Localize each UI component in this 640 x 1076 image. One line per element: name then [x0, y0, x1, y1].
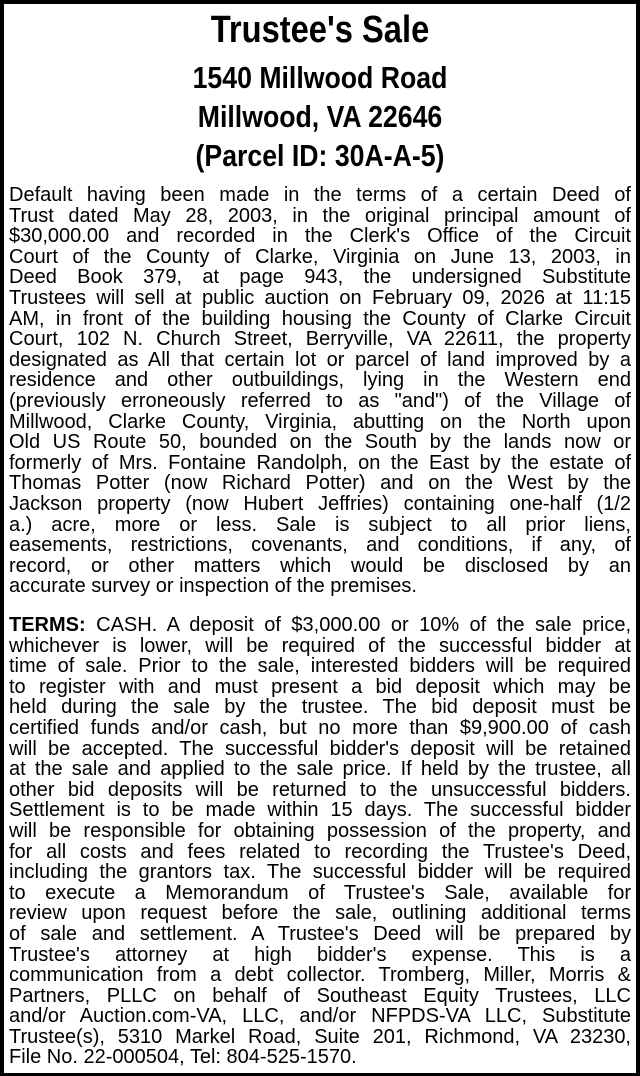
- parcel-id: (Parcel ID: 30A-A-5): [195, 138, 445, 173]
- text-line: accurate survey or inspection of the premises.: [9, 575, 417, 598]
- terms-paragraph: [9, 615, 631, 1068]
- text-line: will be responsible for obtaining possession of the property, and: [9, 819, 631, 842]
- property-city: Millwood, VA 22646: [197, 99, 443, 134]
- text-line: Partners, PLLC on behalf of Southeast Equity Trustees, LLC: [9, 984, 631, 1007]
- property-address: 1540 Millwood Road: [192, 60, 448, 95]
- text-line: Trustees will sell at public auction on February 09, 2026 at 11:15: [9, 286, 631, 309]
- text-line: Trust dated May 28, 2003, in the original principal amount of: [9, 204, 631, 227]
- text-line: formerly of Mrs. Fontaine Randolph, on the East by the estate of: [9, 451, 631, 474]
- text-line: Old US Route 50, bounded on the South by the lands now or: [9, 431, 631, 454]
- terms-label: TERMS:: [9, 614, 86, 636]
- text-line: File No. 22-000504, Tel: 804-525-1570.: [9, 1046, 357, 1069]
- text-line: (previously erroneously referred to as "and") of the Village of: [9, 389, 631, 412]
- text-line: Jackson property (now Hubert Jeffries) containing one-half (1/2: [9, 492, 631, 515]
- text-line: AM, in front of the building housing the County of Clarke Circuit: [9, 307, 631, 330]
- text-line: for all costs and fees related to recording the Trustee's Deed,: [9, 840, 631, 863]
- text-line: residence and other outbuildings, lying in the Western end: [9, 369, 631, 392]
- text-line: to register with and must present a bid deposit which may be: [9, 675, 631, 698]
- text-line: Court of the County of Clarke, Virginia on June 13, 2003, in: [9, 245, 631, 268]
- text-line: $30,000.00 and recorded in the Clerk's Office of the Circuit: [9, 225, 631, 248]
- text-line: record, or other matters which would be disclosed by an: [9, 554, 631, 577]
- text-line: designated as All that certain lot or parcel of land improved by a: [9, 348, 631, 371]
- text-line: Court, 102 N. Church Street, Berryville, VA 22611, the property: [9, 328, 631, 351]
- notice-title: Trustee's Sale: [210, 9, 430, 51]
- terms-line: [9, 615, 631, 636]
- text-line: time of sale. Prior to the sale, interested bidders will be required: [9, 655, 631, 678]
- text-line: review upon request before the sale, outlining additional terms: [9, 902, 631, 925]
- text-line: Thomas Potter (now Richard Potter) and on the West by the: [9, 472, 631, 495]
- text-line: Default having been made in the terms of a certain Deed of: [9, 184, 631, 206]
- text-line: Millwood, Clarke County, Virginia, abutting on the North upon: [9, 410, 631, 433]
- sale-description-paragraph: [9, 185, 631, 597]
- text-line: of sale and settlement. A Trustee's Deed will be prepared by: [9, 922, 631, 945]
- text-line: Trustee(s), 5310 Markel Road, Suite 201, Richmond, VA 23230,: [9, 1025, 631, 1048]
- text-line: certified funds and/or cash, but no more than $9,900.00 of cash: [9, 716, 631, 739]
- text-line: whichever is lower, will be required of the successful bidder at: [9, 634, 631, 657]
- text-line: at the sale and applied to the sale price. If held by the trustee, all: [9, 758, 631, 781]
- text-line: easements, restrictions, covenants, and conditions, if any, of: [9, 534, 631, 557]
- text-line: Deed Book 379, at page 943, the undersigned Substitute: [9, 266, 631, 289]
- text-line: other bid deposits will be returned to the unsuccessful bidders.: [9, 778, 631, 801]
- text-line: Settlement is to be made within 15 days. The successful bidder: [9, 799, 631, 822]
- text-line: Trustee's attorney at high bidder's expense. This is a: [9, 943, 631, 966]
- text-line: a.) acre, more or less. Sale is subject to all prior liens,: [9, 513, 631, 536]
- text-line: and/or Auction.com-VA, LLC, and/or NFPDS-VA LLC, Substitute: [9, 1005, 631, 1028]
- text-line: communication from a debt collector. Tromberg, Miller, Morris &: [9, 964, 631, 987]
- text-line: to execute a Memorandum of Trustee's Sale, available for: [9, 881, 631, 904]
- text-line: will be accepted. The successful bidder's deposit will be retained: [9, 737, 631, 760]
- text-line: held during the sale by the trustee. The bid deposit must be: [9, 696, 631, 719]
- terms-first-text: CASH. A deposit of $3,000.00 or 10% of the sale price,: [96, 614, 632, 636]
- text-line: including the grantors tax. The successful bidder will be required: [9, 861, 631, 884]
